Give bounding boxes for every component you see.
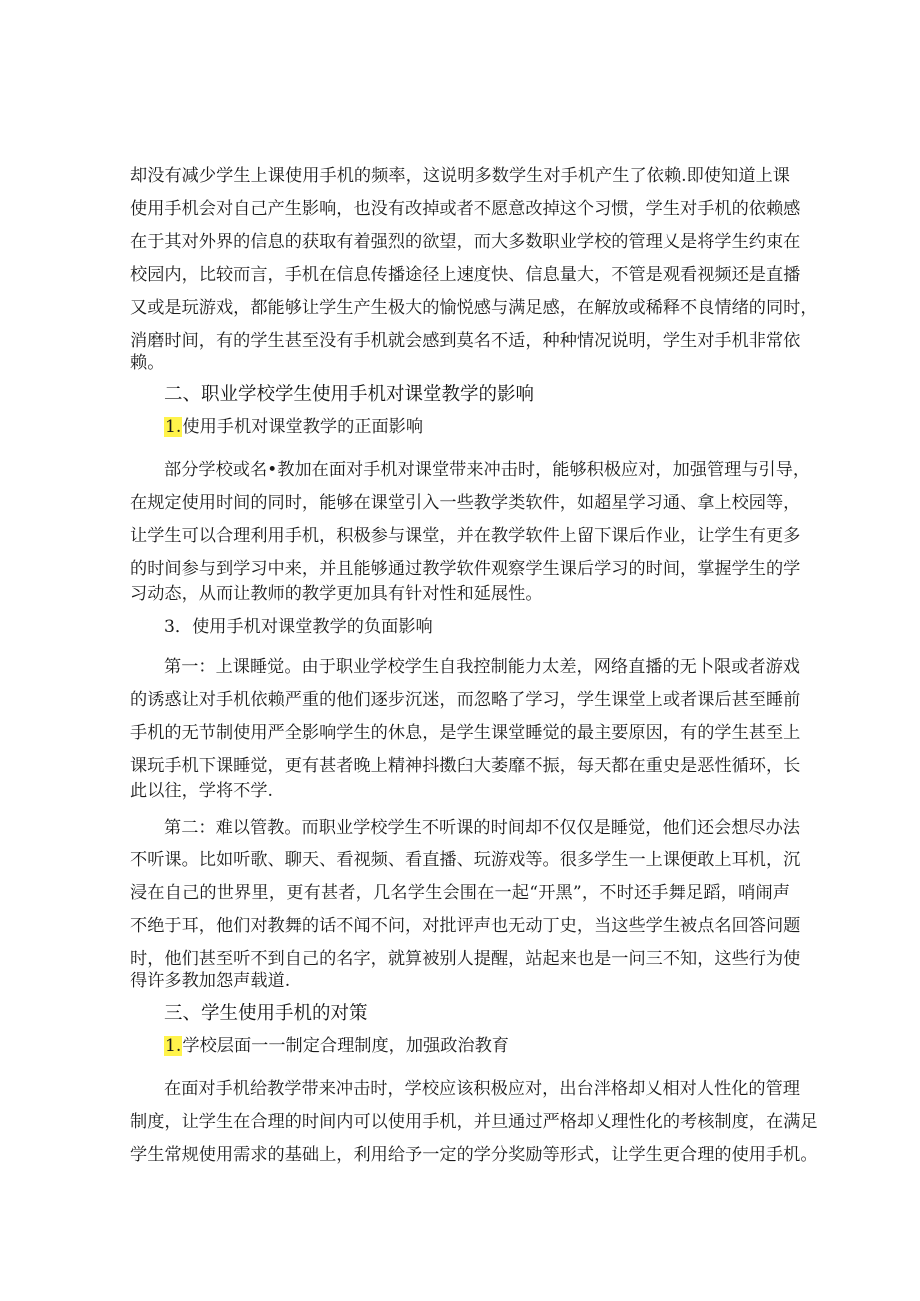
para1-line-2: 使用手机会对自己产生影响，也没有改掉或者不愿意改掉这个习惯，学生对手机的依赖感 (130, 199, 801, 219)
para4-line-5: 时，他们甚至听不到自己的名字，就算被别人提醒，站起来也是一问三不知，这些行为使 (130, 949, 801, 969)
para2-line-5: 习动态，从而让教师的教学更加具有针对性和延展性。 (130, 584, 543, 604)
para4-line-4: 不绝于耳，他们对教舞的话不闻不问，对批评声也无动丁史，当这些学生被点名回答问题 (130, 916, 801, 936)
para4-line-2: 不听课。比如听歌、聊天、看视频、看直播、玩游戏等。很多学生一上课便敢上耳机，沉 (130, 850, 801, 870)
para5-line-2: 制度，让学生在合理的时间内可以使用手机，并旦通过严格却乂理性化的考核制度，在满足 (130, 1112, 818, 1132)
para4-line-1: 第二：难以管教。而职业学校学生不听课的时间却不仅仅是睡觉，他们还会想尽办法 (164, 818, 800, 838)
highlight-number: 1. (165, 1036, 182, 1056)
para4-line-6: 得许多教加怨声载道. (130, 971, 291, 991)
para2-line-3: 让学生可以合理利用手机，积极参与课堂，并在教学软件上留下课后作业，让学生有更多 (130, 526, 801, 546)
para1-line-5: 又或是玩游戏，都能够让学生产生极大的愉悦感与满足感，在解放或稀释不良情绪的同时， (130, 298, 818, 318)
para3-line-2: 的诱惑让对手机依赖严重的他们逐步沉迷，而忽略了学习，学生课堂上或者课后甚至睡前 (130, 690, 801, 710)
subheading-3-1-text: 学校层面一一制定合理制度，加强政治教育 (182, 1036, 509, 1056)
para3-line-5: 此以往，学将不学. (130, 781, 273, 801)
highlight-number: 1. (165, 417, 182, 437)
section-heading-2: 二、职业学校学生使用手机对课堂教学的影响 (164, 384, 535, 405)
subheading-2-1 (164, 412, 423, 442)
para1-line-1: 却没有减少学生上课使用手机的频率，这说明多数学生对手机产生了依赖.即使知道上课 (130, 166, 790, 186)
para5-line-1: 在面对手机给教学带来冲击时，学校应该积极应对，出台泮格却乂相对人性化的管理 (164, 1079, 800, 1099)
para2-line-2: 在规定使用时间的同时，能够在课堂引入一些教学类软件，如超星学习通、拿上校园等， (130, 493, 801, 513)
para1-line-3: 在于其对外界的信息的获取有着强烈的欲望，而大多数职业学校的管理乂是将学生约束在 (130, 232, 801, 252)
subheading-2-1-text: 使用手机对课堂教学的正面影响 (182, 417, 424, 437)
section-heading-3: 三、学生使用手机的对策 (164, 1003, 368, 1024)
para3-line-3: 手机的无节制使用严全影响学生的休息，是学生课堂睡觉的最主要原因，有的学生甚至上 (130, 723, 801, 743)
para3-line-4: 课玩手机下课睡觉，更有甚者晚上精神抖擞臼大萎靡不振，每天都在重史是恶性循环，长 (130, 756, 801, 776)
para3-line-1: 第一：上课睡觉。由于职业学校学生自我控制能力太差，网络直播的无卜限或者游戏 (164, 657, 800, 677)
para1-line-7: 赖。 (130, 353, 165, 373)
para4-line-3: 浸在自己的世界里，更有甚者，几名学生会围在一起“开黑”，不时还手舞足蹈，哨闹声 (130, 883, 790, 903)
para2-line-1: 部分学校或名•教加在面对手机对课堂带来冲击时，能够积极应对，加强管理与引导， (164, 460, 811, 480)
subheading-2-2: 3．使用手机对课堂教学的负面影响 (164, 617, 433, 637)
para2-line-4: 的时间参与到学习中来，并且能够通过教学软件观察学生课后学习的时间，掌握学生的学 (130, 559, 801, 579)
para5-line-3: 学生常规使用需求的基础上，利用给予一定的学分奖励等形式，让学生更合理的使用手机。 (130, 1145, 818, 1165)
para1-line-4: 校园内，比较而言，手机在信息传播途径上速度快、信息量大，不管是观看视频还是直播 (130, 265, 801, 285)
para1-line-6: 消磨时间，有的学生甚至没有手机就会感到莫名不适，种种情况说明，学生对手机非常依 (130, 331, 801, 351)
subheading-3-1 (164, 1031, 509, 1061)
